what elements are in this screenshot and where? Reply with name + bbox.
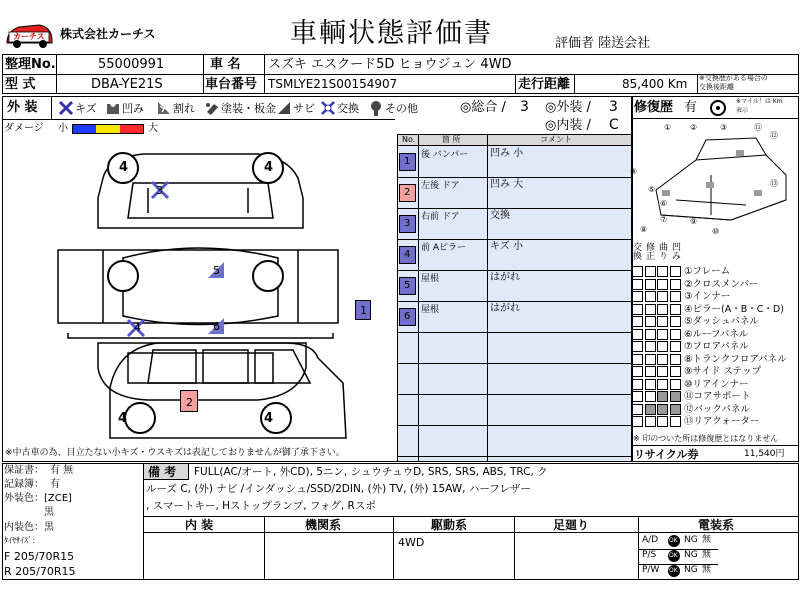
electric-label: P/S: [642, 550, 657, 560]
ok-mark-icon: OK: [668, 565, 680, 577]
section-interior: 内 装: [185, 518, 214, 532]
repair-grid-cell: [645, 404, 656, 415]
repair-grid-cell: [657, 366, 668, 377]
repair-grid-cell: [645, 304, 656, 315]
mark-6-peel: 6: [206, 316, 226, 336]
paint-icon: [204, 100, 220, 116]
repair-grid-cell: [645, 366, 656, 377]
repair-grid-cell: [632, 391, 643, 402]
repair-part-label: ④ピラー(A・B・C・D): [684, 303, 784, 315]
grid-col-header: 交換: [631, 242, 641, 260]
frame-number: ③: [720, 123, 728, 132]
kiroku-value: 有: [50, 479, 60, 490]
biko-label: 備 考: [148, 465, 177, 479]
mileage-note-1: ※交換歴がある場合の: [699, 74, 768, 82]
logo-text: カーチス: [13, 32, 45, 41]
electric-label: P/W: [642, 565, 660, 575]
comment-row-comment: キズ 小: [490, 241, 523, 252]
repair-part-label: ③インナー: [684, 291, 731, 302]
repair-grid-cell: [645, 329, 656, 340]
repair-grid-cell: [670, 354, 681, 365]
repair-grid-cell: [670, 391, 681, 402]
frame-number: ⑨: [690, 217, 698, 226]
shamei-value: スズキ エスクード5D ヒョウジュン 4WD: [268, 57, 512, 72]
comment-row-place: 屋根: [421, 274, 440, 284]
ext-color-label: 外装色：: [4, 493, 44, 504]
repair-part-label: ⑤ダッシュパネル: [684, 316, 759, 327]
legend-label-sonota: その他: [385, 102, 418, 115]
repair-grid-cell: [645, 379, 656, 390]
repair-grid-cell: [670, 304, 681, 315]
repair-grid-cell: [657, 341, 668, 352]
section-electric: 電装系: [698, 518, 735, 532]
int-color-label: 内装色：: [4, 522, 44, 533]
comment-row-place: 後 バンパー: [421, 150, 469, 160]
comment-row-comment: はがれ: [490, 272, 520, 283]
outer-value: 3: [609, 99, 618, 115]
frame-number: ⑩: [712, 227, 720, 236]
repair-grid-cell: [645, 291, 656, 302]
frame-number: ⑥: [660, 199, 668, 208]
section-suspension: 足廻り: [553, 518, 590, 532]
company-logo: [3, 19, 55, 49]
ok-mark-icon: OK: [668, 535, 680, 547]
repair-grid-cell: [670, 366, 681, 377]
repair-part-label: ⑩リアインナー: [684, 378, 749, 390]
total-value: 3: [520, 99, 529, 115]
repair-footnote: ※ 印のついた所は修復歴とはなりません: [633, 434, 779, 443]
comment-row-no: 3: [399, 215, 416, 233]
repair-grid-cell: [657, 404, 668, 415]
page-title: 車輌状態評価書: [290, 18, 493, 49]
replace-icon: [320, 100, 336, 116]
repair-grid-cell: [632, 379, 643, 390]
electric-none: 無: [702, 550, 712, 560]
repair-grid-cell: [645, 266, 656, 277]
repair-grid-cell: [657, 304, 668, 315]
tire-front: F 205/70R15: [4, 550, 75, 563]
kiroku-label: 記録簿：: [4, 479, 44, 490]
inner-value: C: [609, 117, 619, 133]
repair-grid-cell: [657, 329, 668, 340]
grid-col-header: 修正: [644, 242, 654, 260]
section-engine: 機関系: [305, 518, 342, 532]
frame-number: ⑬: [770, 179, 778, 188]
comment-row-comment: はがれ: [490, 303, 520, 314]
comment-row-place: 右前 ドア: [421, 212, 460, 222]
other-icon: [368, 100, 384, 116]
frame-number: ⑤: [648, 185, 656, 194]
repair-grid-cell: [645, 316, 656, 327]
drive-value: 4WD: [398, 536, 425, 549]
repair-grid-cell: [632, 304, 643, 315]
repair-grid-cell: [632, 279, 643, 290]
dent-icon: [105, 100, 121, 116]
katashiki-label: 型 式: [5, 77, 36, 92]
comment-header-no: No.: [402, 135, 416, 144]
repair-grid-cell: [657, 379, 668, 390]
comment-header-place: 箇 所: [442, 135, 461, 144]
tire-number: 4: [264, 411, 274, 426]
grid-col-header: 凹み: [670, 242, 680, 260]
tire-label: ﾀｲﾔｻｲｽﾞ：: [4, 536, 40, 545]
katashiki-value: DBA-YE21S: [91, 77, 163, 92]
frame-number: ⑦: [660, 215, 668, 224]
repair-part-label: ⑬リアクォーター: [684, 416, 760, 427]
repair-part-label: ⑦フロアパネル: [684, 341, 749, 352]
biko-line-1: FULL(AC/オート, 外CD), 5ニン, シュウチュウD, SRS, SRS, ABS, TRC, ク: [194, 466, 548, 478]
repair-part-label: ⑧トランクフロアパネル: [684, 353, 787, 365]
mileage-label: 走行距離: [518, 77, 571, 92]
steering-icon: [708, 99, 728, 117]
bottom-note: ※中古車の為、目立たない小キズ・ウスキズは表記しておりませんが御了承下さい。: [5, 448, 345, 458]
mark-2-dent: 2: [180, 390, 198, 412]
frame-number: ⑧: [640, 225, 648, 234]
int-color-value: 黒: [44, 522, 54, 533]
repair-grid-cell: [670, 291, 681, 302]
legend-label-tosou: 塗装・板金: [221, 102, 276, 115]
repair-part-label: ①フレーム: [684, 266, 731, 277]
comment-row-place: 左後 ドア: [421, 181, 460, 191]
electric-none: 無: [702, 535, 712, 545]
repair-part-label: ⑫バックパネル: [684, 403, 750, 415]
repair-note-1: ※マイル！は Km: [736, 98, 783, 105]
repair-part-label: ②クロスメンバー: [684, 278, 759, 290]
ext-color-name: 黒: [44, 507, 54, 518]
mark-4-scratch: 4: [126, 318, 146, 338]
electric-none: 無: [702, 565, 712, 575]
car-diagram: [48, 138, 398, 448]
frame-number: ②: [690, 123, 698, 132]
repair-part-label: ⑨サイド ステップ: [684, 366, 762, 377]
legend-label-sabi: サビ: [293, 102, 315, 115]
legend-label-ware: 割れ: [173, 102, 195, 115]
repair-grid-cell: [632, 341, 643, 352]
repair-grid-cell: [657, 291, 668, 302]
ext-color-value: [ZCE]: [44, 493, 72, 504]
mileage-value: 85,400 Km: [622, 77, 688, 91]
repair-label: 修復歴: [634, 100, 674, 115]
repair-grid-cell: [657, 416, 668, 427]
frame-number: ⑪: [754, 123, 762, 132]
rust-icon: [276, 100, 292, 116]
electric-ng: NG: [684, 565, 698, 575]
company-name: 株式会社カーチス: [60, 27, 156, 41]
repair-part-label: ⑪コアサポート: [684, 391, 751, 402]
repair-grid-cell: [632, 416, 643, 427]
repair-grid-cell: [670, 379, 681, 390]
repair-grid-cell: [632, 366, 643, 377]
repair-grid-cell: [645, 354, 656, 365]
tire-rear: R 205/70R15: [4, 565, 76, 578]
hosho-label: 保証書：: [4, 465, 44, 476]
biko-line-3: , スマートキー, Hストップランプ, フォグ, Rスポ: [146, 500, 376, 512]
mark-5-peel: 5: [206, 260, 226, 280]
repair-grid-cell: [645, 279, 656, 290]
comment-row-place: 屋根: [421, 305, 440, 315]
repair-grid-cell: [657, 266, 668, 277]
repair-grid-cell: [657, 354, 668, 365]
damage-large: 大: [148, 123, 158, 134]
seiri-value: 55000991: [98, 57, 165, 72]
tire-number: 4: [118, 411, 128, 426]
comment-header-comment: コメント: [540, 135, 572, 144]
hosho-value: 有 無: [50, 465, 74, 476]
x-icon: [58, 100, 74, 116]
repair-grid-cell: [670, 404, 681, 415]
grid-col-header: 曲り: [657, 242, 667, 260]
repair-part-label: ⑥ルーフパネル: [684, 328, 749, 340]
repair-grid-cell: [632, 316, 643, 327]
section-drive: 駆動系: [431, 518, 468, 532]
evaluator: 評価者 陸送会社: [555, 36, 651, 51]
repair-value: 有: [684, 100, 698, 115]
comment-row-no: 1: [399, 153, 416, 171]
repair-grid-cell: [657, 316, 668, 327]
damage-scale-bar: [72, 124, 144, 134]
repair-grid-cell: [670, 329, 681, 340]
repair-grid-cell: [657, 391, 668, 402]
seiri-label: 整理No.: [5, 57, 56, 72]
damage-small: 小: [58, 123, 68, 134]
comment-row-no: 4: [399, 246, 416, 264]
comment-row-no: 6: [399, 308, 416, 326]
comment-row-comment: 交換: [490, 210, 510, 221]
repair-grid-cell: [632, 354, 643, 365]
repair-grid-cell: [645, 416, 656, 427]
recycle-value: 11,540円: [744, 449, 785, 459]
electric-ng: NG: [684, 535, 698, 545]
repair-grid-cell: [657, 279, 668, 290]
exterior-label: 外 装: [7, 100, 38, 115]
repair-grid-cell: [670, 279, 681, 290]
ok-mark-icon: OK: [668, 550, 680, 562]
mileage-note-2: 交換後距離: [699, 83, 734, 91]
shamei-label: 車 名: [210, 57, 241, 72]
electric-ng: NG: [684, 550, 698, 560]
mark-1-dent: 1: [355, 300, 371, 320]
repair-grid-cell: [670, 266, 681, 277]
recycle-label: リサイクル券: [634, 448, 699, 461]
frame-number: ①: [664, 123, 672, 132]
comment-row-no: 2: [399, 184, 416, 202]
mark-3-replace: 3: [150, 180, 170, 200]
frame-number: ⑫: [770, 131, 778, 140]
legend-label-koukan: 交換: [337, 102, 359, 115]
daibango-label: 車台番号: [205, 77, 258, 92]
tire-number: 4: [264, 160, 274, 175]
legend-label-kizu: キズ: [75, 102, 97, 115]
repair-grid-cell: [632, 404, 643, 415]
frame-number: ④: [630, 167, 638, 176]
repair-grid-cell: [645, 391, 656, 402]
repair-grid-cell: [670, 316, 681, 327]
legend-label-hekomi: 凹み: [122, 102, 144, 115]
repair-grid-cell: [632, 291, 643, 302]
legend: [58, 100, 398, 116]
crack-icon: [156, 100, 172, 116]
daibango-value: TSMLYE21S00154907: [268, 77, 398, 91]
inner-label: ◎内装 /: [545, 118, 591, 133]
biko-line-2: ルーズ C, (外) ナビ /インダッシュ/SSD/2DIN, (外) TV, (外) 15AW, ハーフレザー: [146, 483, 531, 495]
comment-row-no: 5: [399, 277, 416, 295]
repair-note-2: 表示: [736, 107, 749, 114]
tire-number: 4: [119, 160, 129, 175]
total-label: ◎総合 /: [460, 100, 506, 115]
repair-grid-cell: [632, 329, 643, 340]
repair-grid-cell: [645, 341, 656, 352]
electric-label: A/D: [642, 535, 659, 545]
lower-section: [2, 463, 799, 580]
repair-grid-cell: [670, 416, 681, 427]
damage-label: ダメージ: [4, 123, 44, 134]
repair-grid-cell: [632, 266, 643, 277]
comment-row-comment: 凹み 小: [490, 148, 524, 159]
comment-row-comment: 凹み 大: [490, 179, 524, 190]
repair-grid-cell: [670, 341, 681, 352]
outer-label: ◎外装 /: [545, 100, 591, 115]
comment-row-place: 前 Aピラー: [421, 243, 467, 253]
